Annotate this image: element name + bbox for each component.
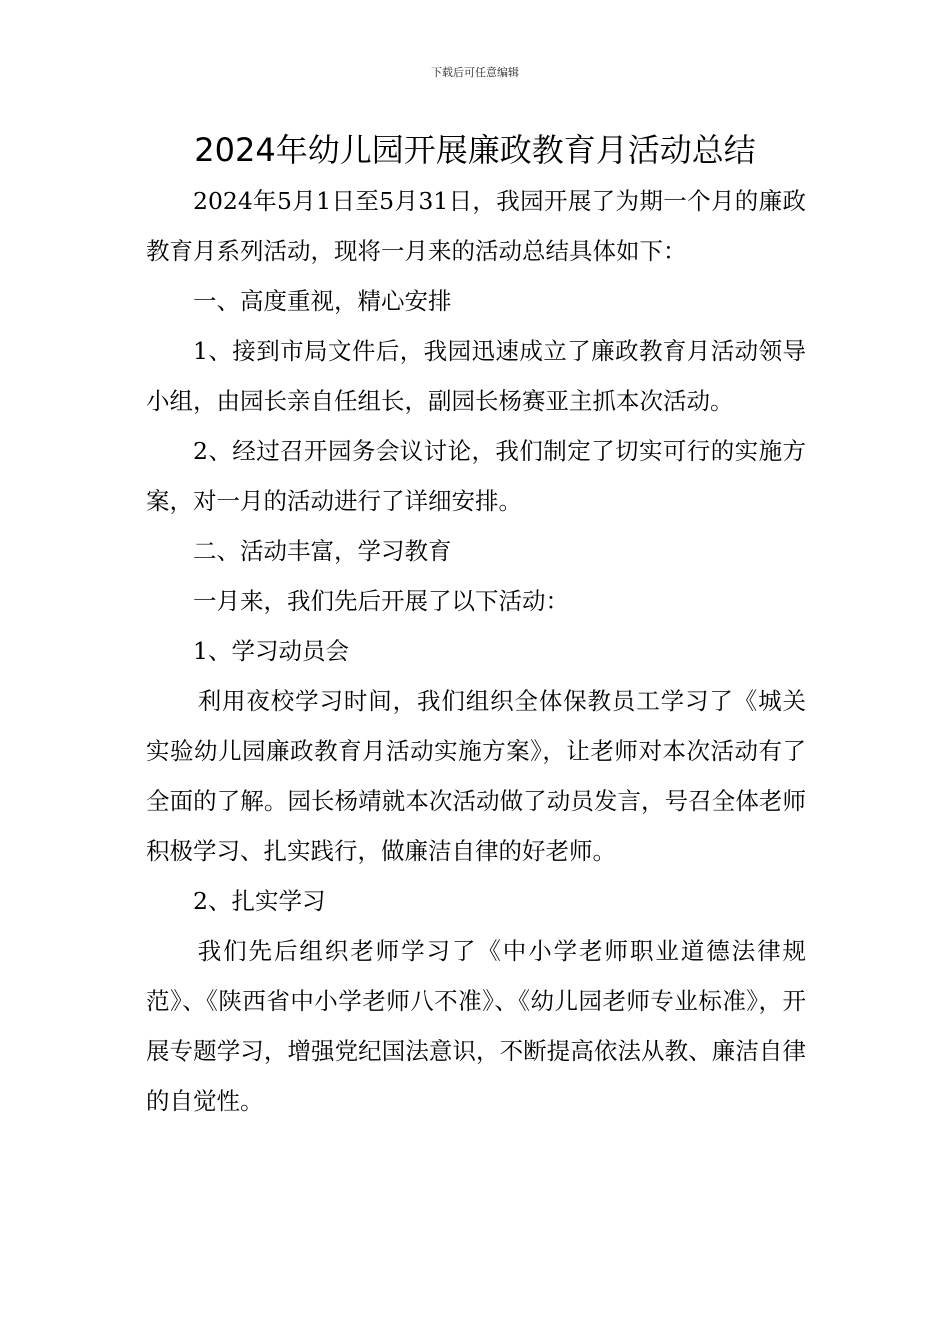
header-note: 下载后可任意编辑 <box>431 66 519 79</box>
paragraph-intro: 2024年5月1日至5月31日，我园开展了为期一个月的廉政教育月系列活动，现将一月来的活动总结具体如下： <box>146 187 806 265</box>
document-body <box>146 176 806 1126</box>
paragraph-activities-intro: 一月来，我们先后开展了以下活动： <box>193 587 569 615</box>
paragraph-item-2: 2、经过召开园务会议讨论，我们制定了切实可行的实施方案，对一月的活动进行了详细安排。 <box>146 437 806 515</box>
section-heading-2: 二、活动丰富，学习教育 <box>193 537 452 565</box>
section-heading-1: 一、高度重视，精心安排 <box>193 287 452 315</box>
subheading-study: 2、扎实学习 <box>193 887 326 915</box>
paragraph-mobilization: 利用夜校学习时间，我们组织全体保教员工学习了《城关实验幼儿园廉政教育月活动实施方案》，让老师对本次活动有了全面的了解。园长杨靖就本次活动做了动员发言，号召全体老师积极学习、扎实践行，做廉洁自律的好老师。 <box>146 687 806 865</box>
paragraph-item-1: 1、接到市局文件后，我园迅速成立了廉政教育月活动领导小组，由园长亲自任组长，副园长杨赛亚主抓本次活动。 <box>146 337 806 415</box>
document-title: 2024年幼儿园开展廉政教育月活动总结 <box>194 131 756 169</box>
paragraph-study: 我们先后组织老师学习了《中小学老师职业道德法律规范》、《陕西省中小学老师八不准》、《幼儿园老师专业标准》，开展专题学习，增强党纪国法意识，不断提高依法从教、廉洁自律的自觉性。 <box>146 937 806 1115</box>
subheading-mobilization: 1、学习动员会 <box>193 637 349 665</box>
